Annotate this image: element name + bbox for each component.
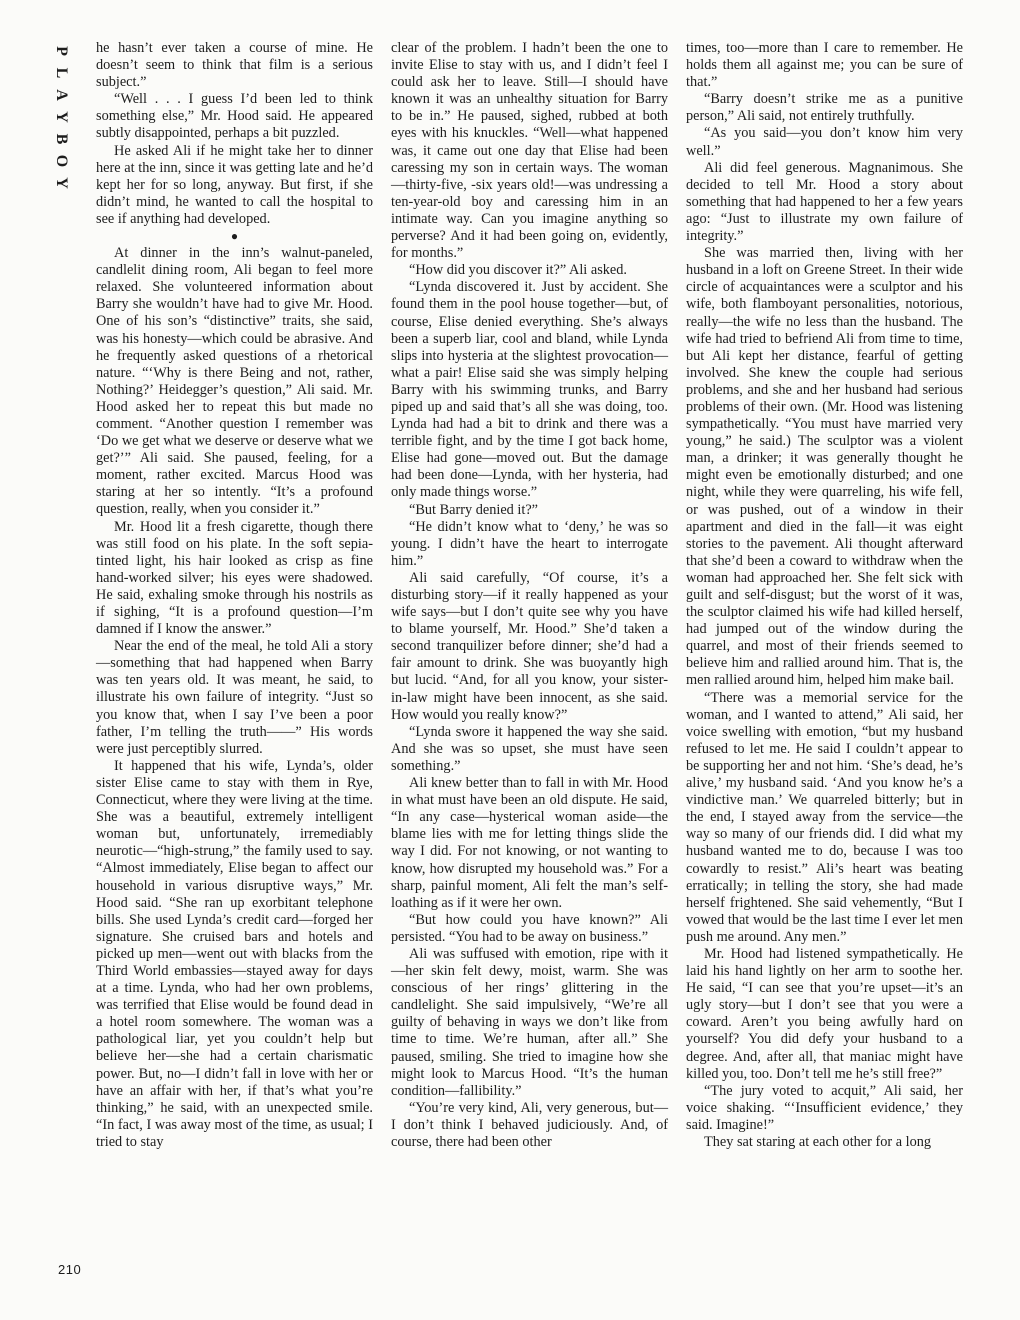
paragraph: “Lynda swore it happened the way she said. And she was so upset, she must have seen something.” — [391, 723, 668, 774]
paragraph: He asked Ali if he might take her to dinner here at the inn, since it was getting late and he’d kept her for so long, anyway. But first, if she didn’t mind, he wanted to call the hospital to see if anything had developed. — [96, 142, 373, 227]
paragraph: Near the end of the meal, he told Ali a story—something that had happened when Barry was ten years old. It was meant, he said, to illustrate his own failure of integrity. “Just so you know that, when I say I’ve been a poor father, I’m telling the truth——” His words were just perceptibly slurred. — [96, 638, 373, 757]
magazine-letter: A — [53, 89, 70, 101]
paragraph: They sat staring at each other for a long — [704, 1134, 932, 1150]
paragraph: “The jury voted to acquit,” Ali said, her voice shaking. “‘Insufficient evidence,’ they said. Imagine!” — [686, 1082, 963, 1133]
paragraph: times, too—more than I care to remember. He holds them all against me; you can be sure of that.” — [686, 40, 963, 91]
magazine-name-vertical — [48, 40, 74, 194]
page-number: 210 — [58, 1262, 82, 1277]
paragraph: Ali was suffused with emotion, ripe with it—her skin felt dewy, moist, warm. She was conscious of her rings’ glittering in the candlelight. She said impulsively, “We’re all guilty of behaving in ways we don’t like from time to time. We’re human, after all.” She paused, smiling. She tried to imagine how she might look to Marcus Hood. “It’s the human condition—fallibility.” — [391, 945, 668, 1099]
magazine-letter: Y — [53, 111, 70, 123]
paragraph: At dinner in the inn’s walnut-paneled, candlelit dining room, Ali began to feel more relaxed. She volunteered information about Barry she wouldn’t have had to give Mr. Hood. One of his son’s “distinctive” traits, she said, was his honesty—which could be abrasive. And he frequently asked questions of a rhetorical nature. “‘Why is there Being and not, rather, Nothing?’ Heidegger’s question,” Ali said. Mr. Hood asked her to repeat this but made no comment. “Another question I remember was ‘Do we get what we deserve or deserve what we get?’” Ali said. She paused, feeling, for a moment, rather excited. Marcus Hood was staring at her so intently. “It’s a profound question, really, when you consider it.” — [96, 245, 373, 518]
paragraph: Mr. Hood had listened sympathetically. He laid his hand lightly on her arm to soothe her. He said, “I can see that you’re upset—it’s an ugly story—but I don’t see that you were a coward. Aren’t you being awfully hard on yourself? You did defy your husband to a degree. And, after all, that maniac might have killed you, too. Don’t tell me he’s still free?” — [686, 945, 963, 1082]
paragraph: Ali said carefully, “Of course, it’s a disturbing story—if it really happened as your wife says—but I don’t quite see why you have to blame yourself, Mr. Hood.” She’d taken a second tranquilizer before dinner; she’d had a fair amount to drink. She was buoyantly high but lucid. “And, for all you know, your sister-in-law might have been innocent, as she said. How would you really know?” — [391, 569, 668, 723]
paragraph: Mr. Hood lit a fresh cigarette, though there was still food on his plate. In the soft sepia-tinted light, his hair looked as crisp as fine hand-worked silver; his eyes were shadowed. He said, exhaling smoke through his nostrils as if sighing, “It is a profound question—I’m damned if I know the answer.” — [96, 518, 373, 638]
paragraph: Ali knew better than to fall in with Mr. Hood in what must have been an old dispute. He said, “In any case—hysterical woman aside—the blame lies with me for letting things slide the way I did. For not knowing, or not wanting to know, how disrupted my household was.” For a sharp, painful moment, Ali felt the man’s self-loathing as if it were her own. — [391, 775, 668, 911]
paragraph: “He didn’t know what to ‘deny,’ he was so young. I didn’t have the heart to interrogate him.” — [391, 518, 668, 569]
paragraph: “Barry doesn’t strike me as a punitive person,” Ali said, not entirely truthfully. — [686, 91, 963, 125]
paragraph: “Lynda discovered it. Just by accident. She found them in the pool house together—but, of course, Elise denied everything. She’s always been a superb liar, cool and bland, while Lynda slips into hysteria at the slightest provocation—what a pair! Elise said she was simply helping Barry with his swimming trunks, and Barry piped up and said that’s all she was doing, too. Lynda had had a bit to drink and there was a terrible fight, and by the time I got back home, Elise had gone—moved out. But the damage had been done—Lynda, with her hysteria, had only made things worse.” — [391, 279, 668, 501]
magazine-letter: B — [53, 133, 70, 145]
paragraph: It happened that his wife, Lynda’s, older sister Elise came to stay with them in Rye, Connecticut, where they were living at the time. She was a beautiful, extremely intelligent woman but, unfortunately, irremediably neurotic—“high-strung,” the family used to say. “Almost immediately, Elise began to affect our household in various disruptive ways,” Mr. Hood said. “She ran up exorbitant telephone bills. She used Lynda’s credit card—forged her signature. She cruised bars and hotels and picked up men—went out with blacks from the Third World embassies—stayed away for days at a time. Lynda, who had her own problems, was terrified that Elise would be found dead in a hotel room somewhere. The woman was a pathological liar, yet you couldn’t help but believe her—she had a certain charismatic power. But, no—I didn’t fall in love with her or have an affair with her, if that’s what you’re thinking,” he said, with an unexpected smile. “In fact, I was away most of the time, as usual; I tried to stay — [96, 757, 373, 1150]
paragraph: “But Barry denied it?” — [409, 501, 539, 518]
paragraph: clear of the problem. I hadn’t been the one to invite Elise to stay with us, and I didn’t feel I could ask her to leave. Still—I should have known it was an unhealthy situation for Barry to be in.” He paused, sighed, rubbed at both eyes with his knuckles. “Well—what happened was, it came out one day that Elise had been caressing my son in certain ways. The woman—thirty-five, -six years old!—was undressing a ten-year-old boy and caressing him in an intimate way. Can you imagine anything so perverse? And it had been going on, evidently, for months.” — [391, 40, 668, 262]
magazine-letter: O — [53, 154, 70, 168]
paragraph: “There was a memorial service for the woman, and I wanted to attend,” Ali said, her voice swelling with emotion, “but my husband refused to let me. He said I couldn’t appear to be supporting her and not him. ‘She’s dead, he’s alive,’ my husband said. ‘And you know he’s a vindictive man.’ We quarreled bitterly; but in the end, I stayed away from the service—the way so many of our friends did. I did what my husband wanted me to do, because I was too cowardly to resist.” Ali’s heart was beating erratically; in telling the story, she had made herself frightened. She said vehemently, “But I vowed that would be the last time I ever let men push me around. Any men.” — [686, 689, 963, 945]
magazine-letter: L — [53, 67, 70, 79]
paragraph: She was married then, living with her husband in a loft on Greene Street. In their wide circle of acquaintances were a sculptor and his wife, both flamboyant personalities, notorious, really—the wife no less than the husband. The wife had tried to befriend Ali from time to time, but Ali kept her distance, fearful of getting involved. She knew the couple had serious problems, and she and her husband had serious problems of their own. (Mr. Hood was listening sympathetically. “You must have married very young,” he said.) The sculptor was a violent man, a drinker; it was generally thought he might even be emotionally disturbed; and one night, while they were quarreling, his wife fell, or was pushed, out of a window in their apartment and died in the fall—it was eight stories to the pavement. Ali thought afterward that she’d been a coward to withdraw when the woman had approached her. She felt sick with guilt and self-disgust; but the worst of it was, the sculptor claimed his wife had killed herself, had jumped out of the window during the quarrel, and most of their friends seemed to believe him and rallied around him. That is, the men rallied around him, helped him make bail. — [686, 245, 963, 689]
paragraph: “Well . . . I guess I’d been led to think something else,” Mr. Hood said. He appeared subtly disappointed, perhaps a bit puzzled. — [96, 91, 373, 142]
text-column-2 — [391, 40, 668, 1151]
section-break-bullet: ● — [230, 229, 239, 244]
text-column-3 — [686, 40, 963, 1151]
paragraph: “How did you discover it?” Ali asked. — [409, 262, 627, 279]
paragraph: “But how could you have known?” Ali persisted. “You had to be away on business.” — [391, 911, 668, 945]
magazine-letter: P — [53, 46, 70, 56]
paragraph: Ali did feel generous. Magnanimous. She decided to tell Mr. Hood a story about something that had happened to her a few years ago: “Just to illustrate my own failure of integrity.” — [686, 159, 963, 245]
paragraph: he hasn’t ever taken a course of mine. He doesn’t seem to think that film is a serious subject.” — [96, 40, 373, 91]
paragraph: “As you said—you don’t know him very well.” — [686, 125, 963, 159]
text-column-1 — [96, 40, 373, 1151]
magazine-letter: Y — [53, 177, 70, 189]
paragraph: “You’re very kind, Ali, very generous, but—I don’t think I behaved judiciously. And, of course, there had been other — [391, 1099, 668, 1150]
